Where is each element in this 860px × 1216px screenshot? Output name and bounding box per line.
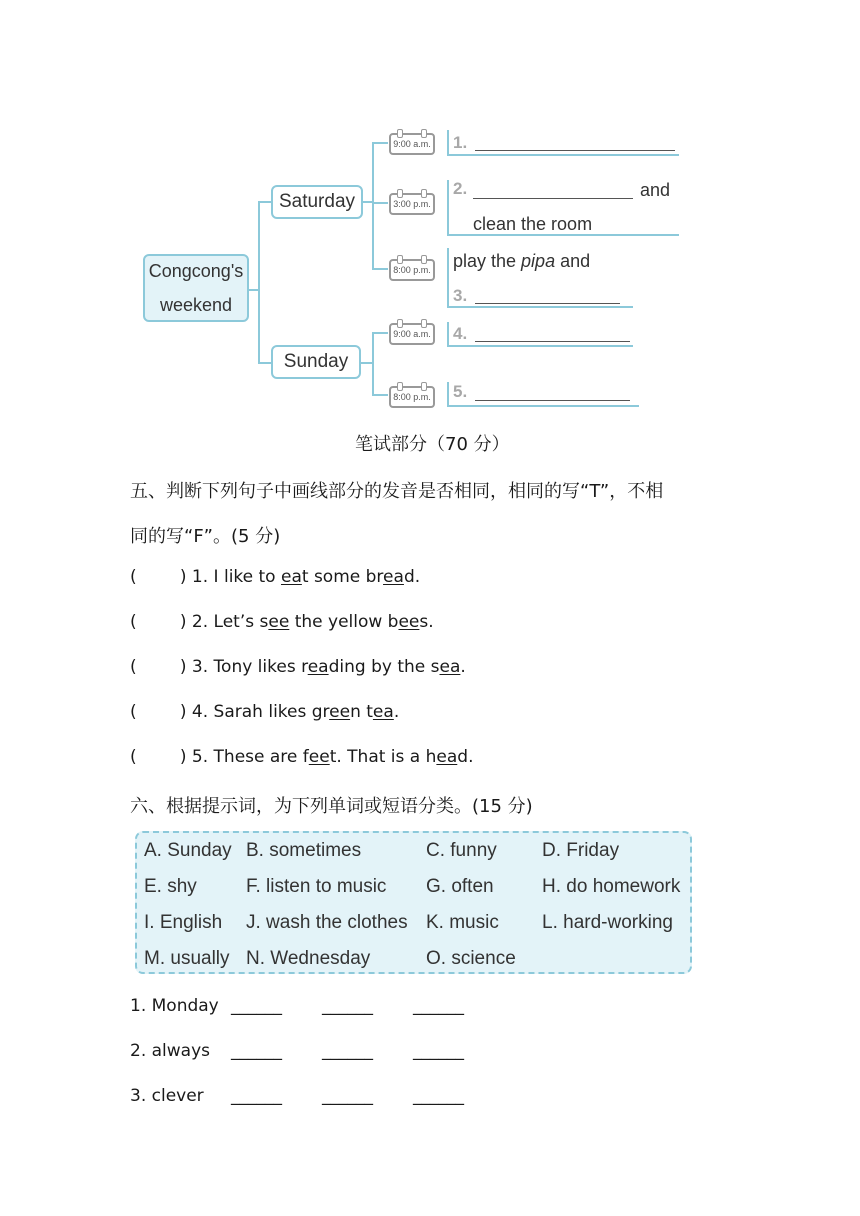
answer-parens[interactable]: ( ) [130,657,187,677]
answer-blank[interactable]: ______ [322,1086,373,1106]
connector [258,362,272,364]
answer-parens[interactable]: ( ) [130,702,187,722]
answer-blank[interactable]: ______ [322,996,373,1016]
mm-number: 2. [453,179,468,198]
item-number: 5. [191,747,209,767]
bracket [447,405,639,407]
answer-parens[interactable]: ( ) [130,567,187,587]
clock-icon: 9:00 a.m. [389,133,435,155]
answer-blank [475,400,630,401]
bracket [447,154,679,156]
connector [372,142,388,144]
item-number: 2. [191,612,209,632]
mm-number: 5. [453,382,468,401]
answer-parens[interactable]: ( ) [130,747,187,767]
list-item: ( ) 2. Let’s see the yellow bees. [130,612,434,632]
word-option: J. wash the clothes [246,912,408,933]
answer-blank[interactable]: ______ [413,1086,464,1106]
answer-blank[interactable]: ______ [413,996,464,1016]
clock-icon: 9:00 a.m. [389,323,435,345]
classify-label: 3. clever [130,1086,204,1106]
underlined-sound: ee [268,612,290,632]
q5-title-line-1: 五、判断下列句子中画线部分的发音是否相同，相同的写“T”，不相 [130,481,664,502]
mm-number: 1. [453,133,468,152]
mm-number: 3. [453,286,468,305]
underlined-sound: ea [436,747,458,767]
answer-blank[interactable]: ______ [322,1041,373,1061]
underlined-sound: ea [307,657,329,677]
connector [372,394,388,396]
word-option: K. music [426,912,499,933]
list-item: ( ) 4. Sarah likes green tea. [130,702,400,722]
classify-label: 1. Monday [130,996,219,1016]
connector [258,201,260,364]
word-option: H. do homework [542,876,681,897]
item-number: 4. [191,702,209,722]
word-option: L. hard-working [542,912,673,933]
sunday-node [271,345,361,379]
bracket [447,306,633,308]
word-option: E. shy [144,876,197,897]
q5-title-line-2: 同的写“F”。(5 分) [130,526,281,547]
underlined-sound: ea [280,567,302,587]
root-line-2: weekend [159,295,233,315]
word-option: I. English [144,912,223,933]
word-option: F. listen to music [246,876,387,897]
word-option: B. sometimes [246,840,362,861]
connector [372,142,374,270]
section-title: 笔试部分（70 分） [355,434,510,455]
connector [372,332,374,396]
item-number: 1. [191,567,209,587]
word-option: N. Wednesday [246,948,371,969]
saturday-label: Saturday [278,191,356,212]
connector [372,268,388,270]
word-bank [135,831,692,974]
word-option: A. Sunday [144,840,232,861]
clock-icon: 8:00 p.m. [389,386,435,408]
answer-blank [475,341,630,342]
answer-parens[interactable]: ( ) [130,612,187,632]
word-option: C. funny [426,840,497,861]
word-option: O. science [426,948,516,969]
bracket [447,248,449,308]
word-option: G. often [426,876,494,897]
bracket [447,180,449,236]
answer-blank[interactable]: ______ [413,1041,464,1061]
answer-blank[interactable]: ______ [231,996,282,1016]
mm-number: 4. [453,324,468,343]
clock-icon: 8:00 p.m. [389,259,435,281]
underlined-sound: ee [398,612,420,632]
list-item: ( ) 5. These are feet. That is a head. [130,747,474,767]
sunday-label: Sunday [283,351,349,372]
word-option: M. usually [144,948,230,969]
root-line-1: Congcong's [148,261,244,281]
mm-text-and: and [640,180,671,200]
underlined-sound: ea [372,702,394,722]
underlined-sound: ea [439,657,461,677]
clock-icon: 3:00 p.m. [389,193,435,215]
underlined-sound: ee [308,747,330,767]
connector [258,201,272,203]
connector [372,202,388,204]
list-item: ( ) 1. I like to eat some bread. [130,567,421,587]
list-item: ( ) 3. Tony likes reading by the sea. [130,657,466,677]
mm-text-clean: clean the room [473,214,593,234]
answer-blank [473,198,633,199]
root-node [143,254,249,322]
connector [372,332,388,334]
bracket [447,345,633,347]
mm-text-play: play the pipa and [453,251,591,271]
bracket [447,382,449,407]
bracket [447,130,449,156]
answer-blank [475,303,620,304]
word-option: D. Friday [542,840,620,861]
answer-blank [475,150,675,151]
classify-label: 2. always [130,1041,211,1061]
bracket [447,322,449,347]
answer-blank[interactable]: ______ [231,1041,282,1061]
item-number: 3. [191,657,209,677]
saturday-node [271,185,363,219]
underlined-sound: ee [329,702,351,722]
q6-title: 六、根据提示词，为下列单词或短语分类。(15 分) [130,796,533,817]
underlined-sound: ea [383,567,404,587]
answer-blank[interactable]: ______ [231,1086,282,1106]
